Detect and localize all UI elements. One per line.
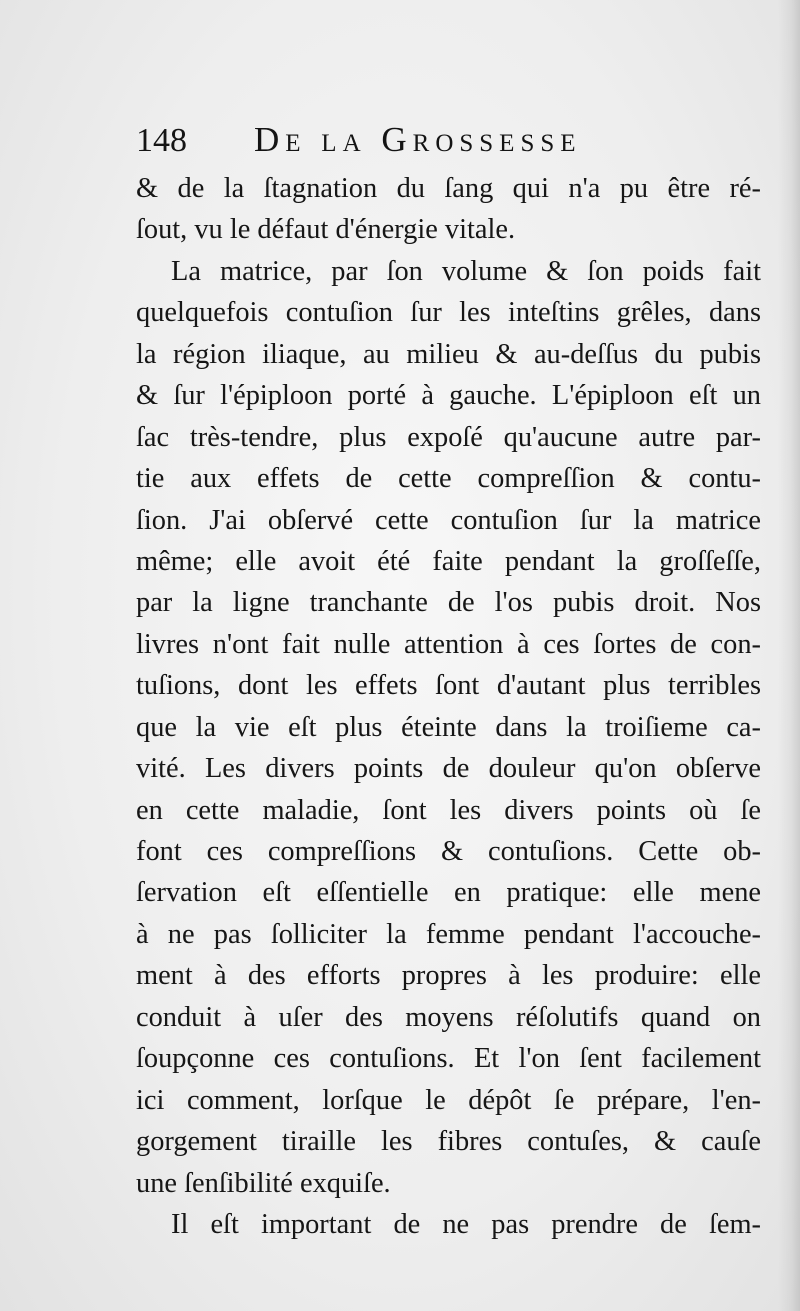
text-line: même; elle avoit été faite pendant la groſſeſſe, [136,545,761,577]
text-line: ſervation eſt eſſentielle en pratique: elle mene [136,877,761,909]
text-line: ſout, vu le défaut d'énergie vitale. [136,214,516,246]
text-line: la région iliaque, au milieu & au-deſſus du pubis [136,338,761,370]
page-number: 148 [136,122,187,159]
text-line: en cette maladie, ſont les divers points où ſe [136,794,761,826]
text-line: ſac très-tendre, plus expoſé qu'aucune autre par- [136,421,761,453]
text-line: ſoupçonne ces contuſions. Et l'on ſent facilement [136,1043,761,1075]
text-line: par la ligne tranchante de l'os pubis droit. Nos [136,587,761,619]
text-line: ment à des efforts propres à les produire: elle [136,960,761,992]
text-line: conduit à uſer des moyens réſolutifs quand on [136,1001,761,1033]
text-line: une ſenſibilité exquiſe. [136,1167,391,1199]
text-line: Il eſt important de ne pas prendre de ſem- [171,1208,761,1240]
text-line: font ces compreſſions & contuſions. Cette ob- [136,836,761,867]
text-line: & ſur l'épiploon porté à gauche. L'épiploon eſt un [136,380,761,412]
text-line: gorgement tiraille les fibres contuſes, & cauſe [136,1126,761,1158]
text-line: quelquefois contuſion ſur les inteſtins grêles, dans [136,297,761,329]
text-line: que la vie eſt plus éteinte dans la troiſieme ca- [136,711,761,743]
text-line: tie aux effets de cette compreſſion & contu- [136,463,761,495]
text-line: vité. Les divers points de douleur qu'on obſerve [136,753,761,785]
running-header [136,118,656,166]
text-line: tuſions, dont les effets ſont d'autant plus terribles [136,670,761,702]
text-line: ſion. J'ai obſervé cette contuſion ſur la matrice [136,504,761,536]
page-gutter-shadow [778,0,800,1311]
text-line: La matrice, par ſon volume & ſon poids fait [171,255,761,287]
running-title: De la Grossesse [254,120,582,159]
text-line: ici comment, lorſque le dépôt ſe prépare, l'en- [136,1084,761,1116]
text-line: & de la ſtagnation du ſang qui n'a pu être ré- [136,173,761,204]
body-text [136,168,761,1245]
text-line: livres n'ont fait nulle attention à ces ſortes de con- [136,628,761,660]
text-line: à ne pas ſolliciter la femme pendant l'accouche- [136,918,761,950]
